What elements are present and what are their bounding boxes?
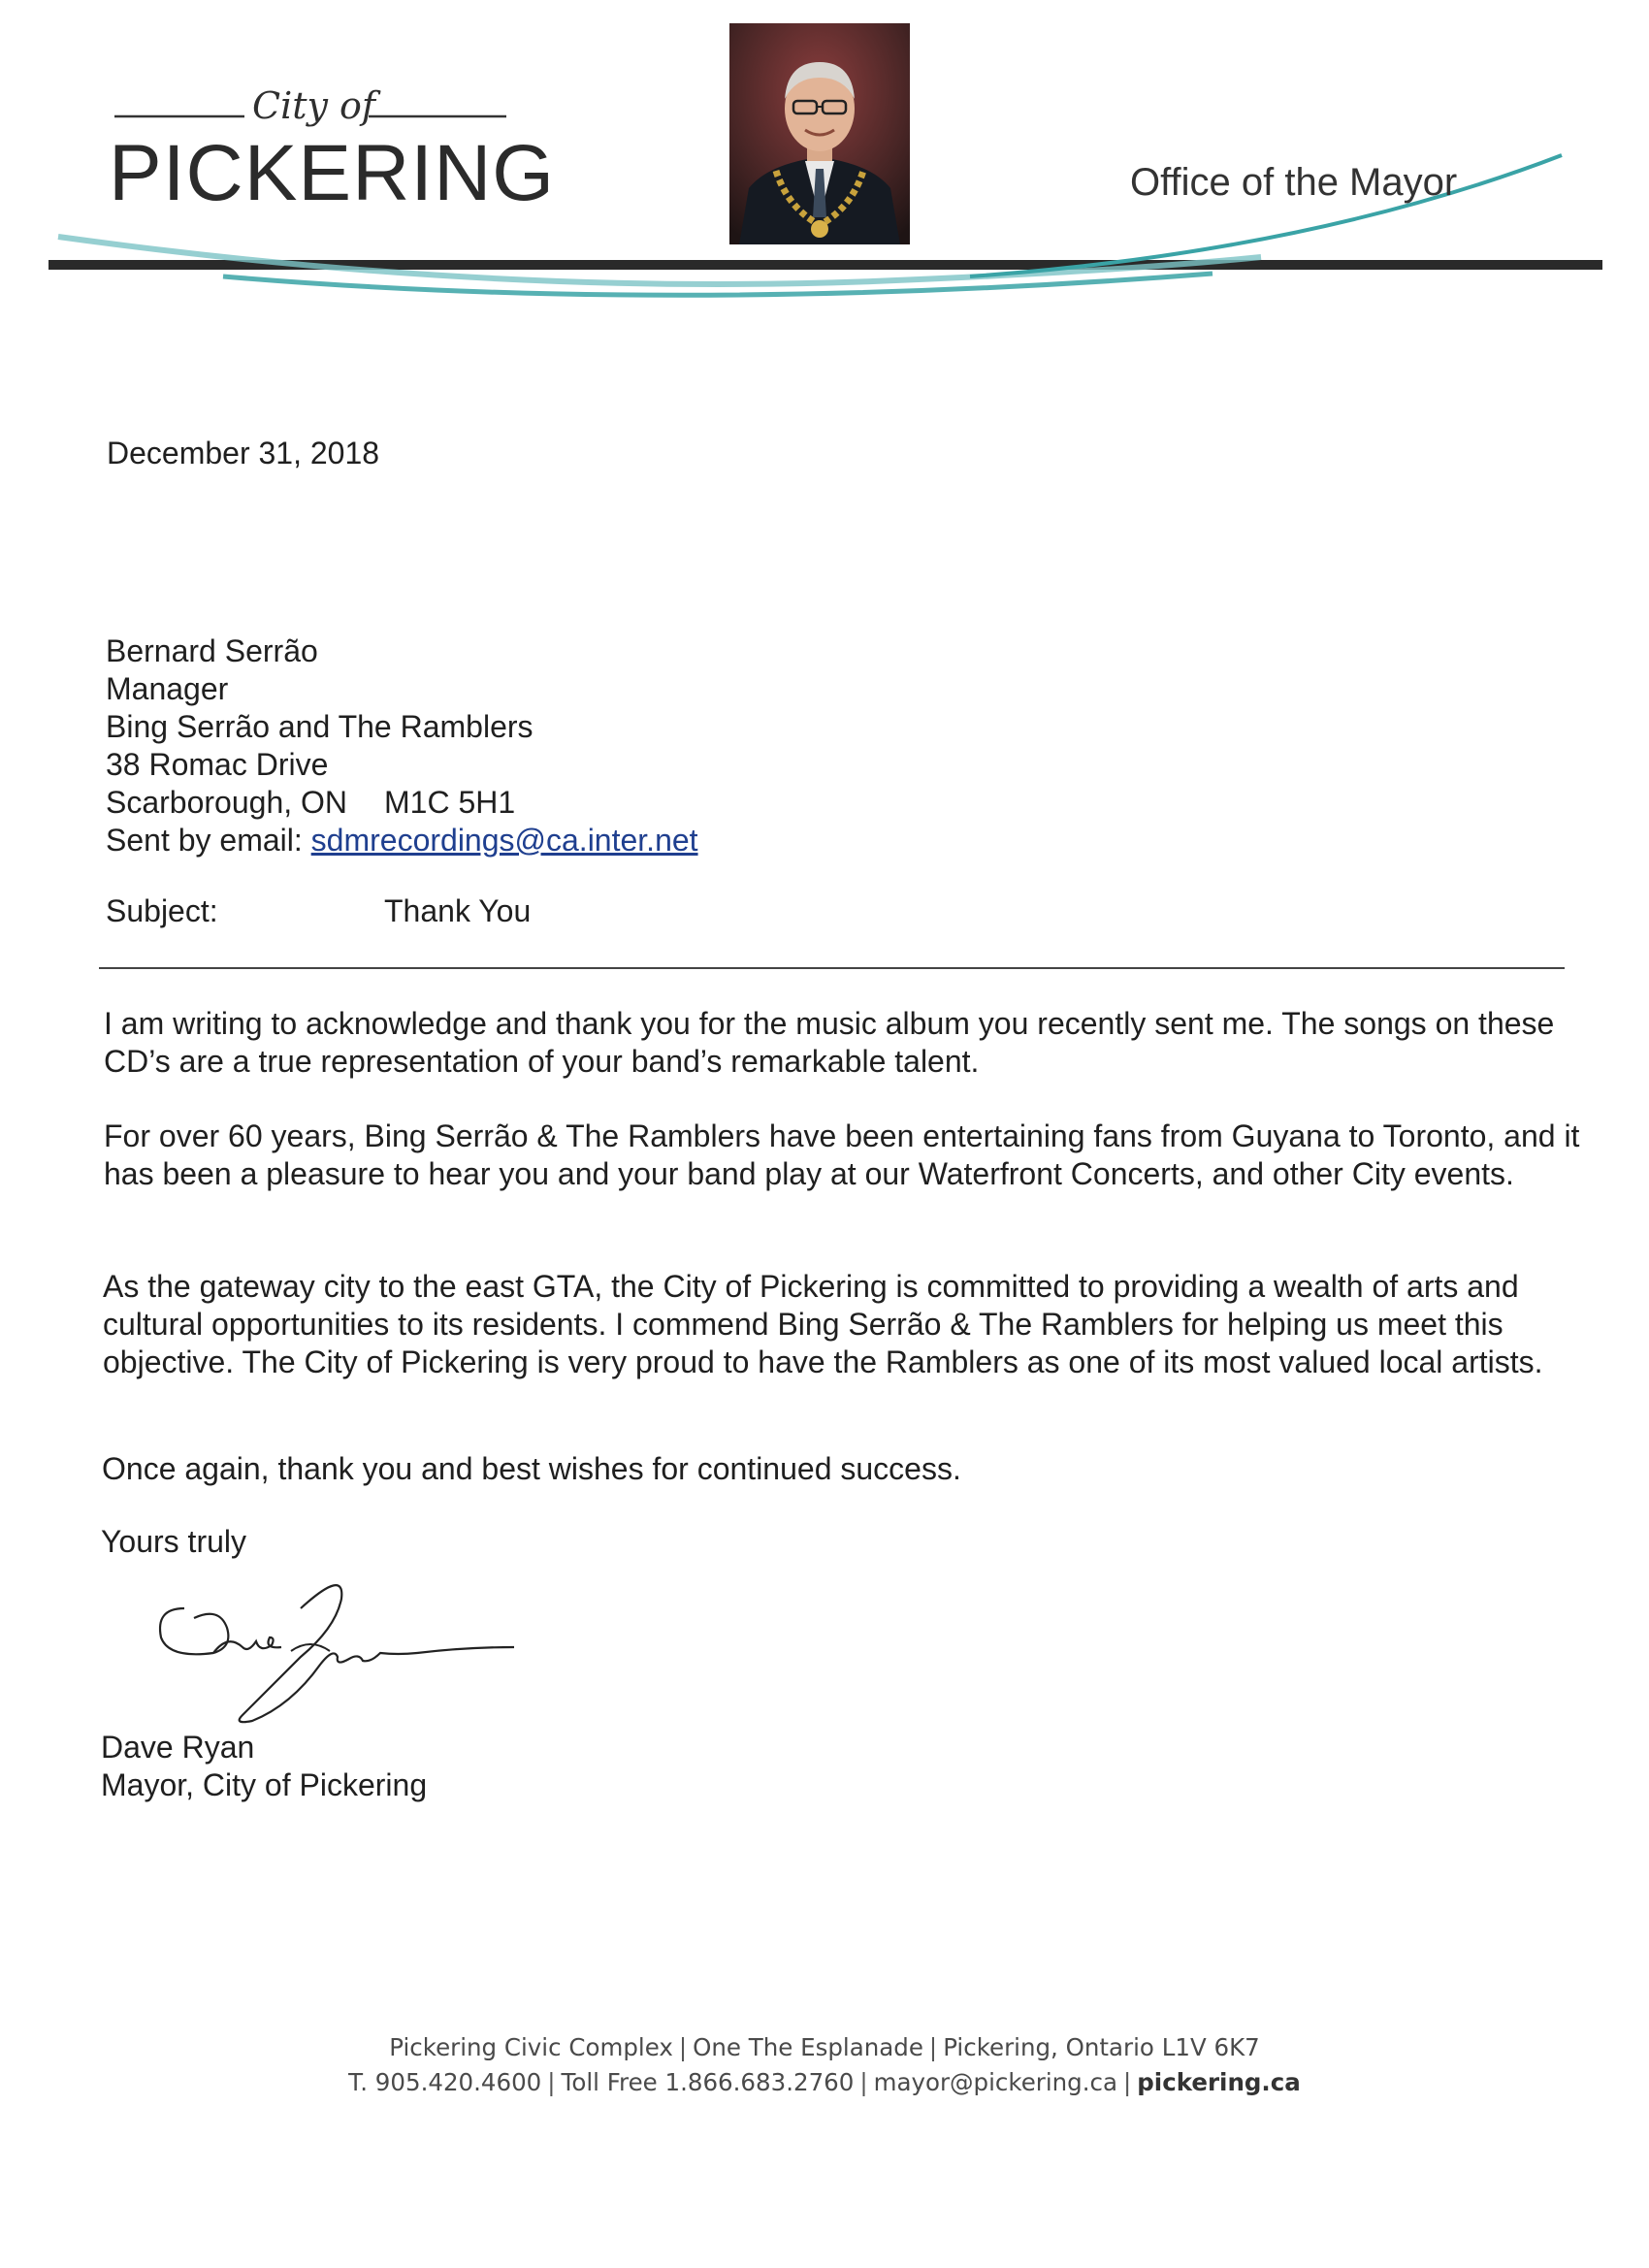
subject-value: Thank You bbox=[384, 893, 532, 928]
recipient-postal-code: M1C 5H1 bbox=[384, 785, 516, 820]
footer-address bbox=[0, 2033, 1649, 2061]
signer-name: Dave Ryan bbox=[101, 1730, 255, 1765]
footer-contact bbox=[0, 2068, 1649, 2096]
body-paragraph: Once again, thank you and best wishes for continued success. bbox=[102, 1451, 961, 1486]
subject-label: Subject: bbox=[106, 893, 218, 928]
recipient-city: Scarborough, ON bbox=[106, 785, 348, 820]
body-paragraph: As the gateway city to the east GTA, the City of Pickering is committed to providing a wealth of arts and cultural opportunities to its residents. I commend Bing Serrão & The Ramblers for helping us meet this objective. The City of Pickering is very proud to have the Ramblers as one of its most valued local artists. bbox=[103, 1269, 1543, 1379]
footer-toll-free: Toll Free 1.866.683.2760 bbox=[561, 2068, 855, 2096]
footer-separator: | bbox=[859, 2068, 868, 2096]
recipient-address bbox=[106, 632, 698, 859]
recipient-city-line bbox=[106, 784, 698, 822]
letter-date: December 31, 2018 bbox=[107, 436, 380, 470]
city-of-wordmark bbox=[107, 70, 514, 138]
recipient-email-link[interactable]: sdmrecordings@ca.inter.net bbox=[310, 823, 698, 858]
body-paragraph: For over 60 years, Bing Serrão & The Ramblers have been entertaining fans from Guyana to Toronto, and it has been a pleasure to hear you and your band play at our Waterfront Concerts, and other City events. bbox=[104, 1118, 1580, 1191]
footer-separator: | bbox=[1123, 2068, 1132, 2096]
signer-title: Mayor, City of Pickering bbox=[101, 1767, 428, 1802]
email-prefix: Sent by email: bbox=[106, 823, 303, 858]
recipient-title: Manager bbox=[106, 671, 229, 706]
footer-city: Pickering, Ontario L1V 6K7 bbox=[943, 2033, 1260, 2061]
body-paragraph: I am writing to acknowledge and thank you for the music album you recently sent me. The songs on these CD’s are a true representation of your band’s remarkable talent. bbox=[104, 1006, 1555, 1079]
recipient-street: 38 Romac Drive bbox=[106, 747, 329, 782]
subject-divider bbox=[99, 967, 1565, 969]
footer-separator: | bbox=[547, 2068, 556, 2096]
recipient-organization: Bing Serrão and The Ramblers bbox=[106, 709, 534, 744]
recipient-email-line bbox=[106, 822, 698, 859]
footer-street: One The Esplanade bbox=[693, 2033, 923, 2061]
footer-phone: T. 905.420.4600 bbox=[348, 2068, 542, 2096]
footer-complex: Pickering Civic Complex bbox=[389, 2033, 673, 2061]
city-name-logo: PICKERING bbox=[109, 129, 556, 217]
footer-website-link[interactable]: pickering.ca bbox=[1137, 2068, 1301, 2096]
footer-separator: | bbox=[678, 2033, 688, 2061]
city-of-text: City of bbox=[252, 84, 375, 127]
closing: Yours truly bbox=[101, 1524, 246, 1559]
handwritten-signature bbox=[155, 1570, 524, 1734]
office-title: Office of the Mayor bbox=[1130, 161, 1458, 204]
footer-separator: | bbox=[928, 2033, 938, 2061]
footer-email-link[interactable]: mayor@pickering.ca bbox=[873, 2068, 1117, 2096]
recipient-name: Bernard Serrão bbox=[106, 633, 318, 668]
